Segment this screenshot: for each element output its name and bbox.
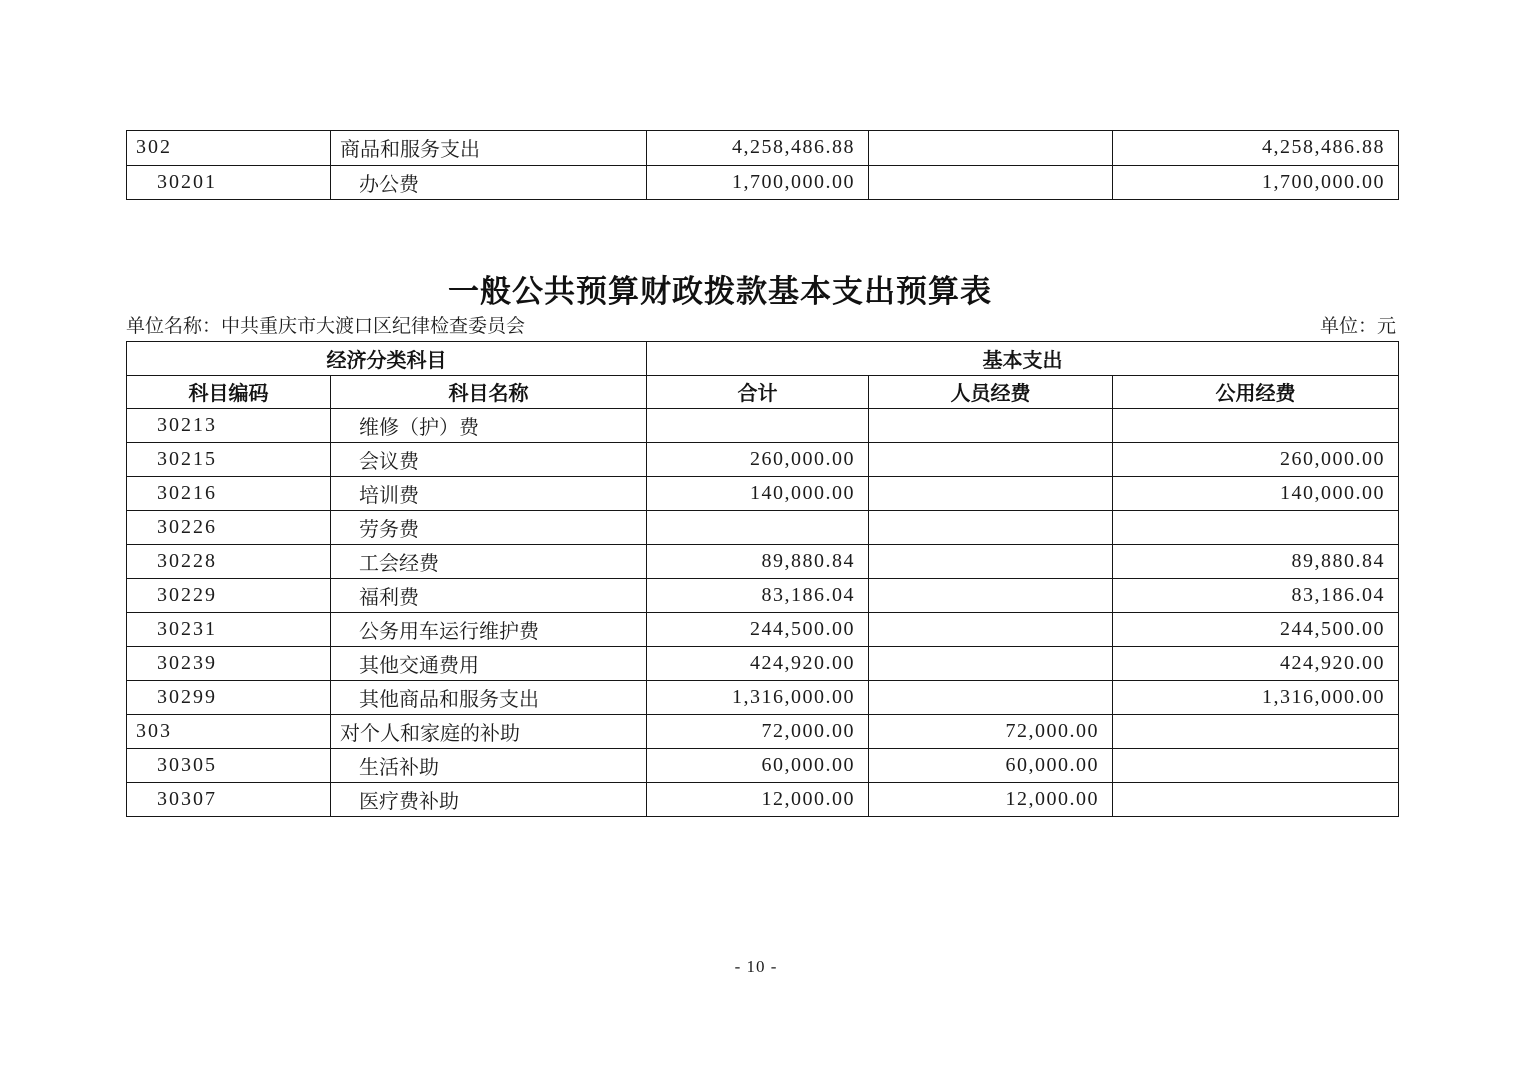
cell-personnel bbox=[869, 579, 1113, 613]
column-header-total: 合计 bbox=[647, 375, 869, 409]
header-basic-expenditure: 基本支出 bbox=[647, 342, 1399, 376]
cell-name: 办公费 bbox=[331, 165, 647, 200]
continuation-table bbox=[126, 130, 1399, 200]
header-group-row bbox=[127, 342, 1399, 376]
cell-name: 工会经费 bbox=[331, 545, 647, 579]
table-row bbox=[127, 165, 1399, 200]
cell-code: 30226 bbox=[127, 511, 331, 545]
table-row bbox=[127, 511, 1399, 545]
cell-code: 30239 bbox=[127, 647, 331, 681]
cell-personnel bbox=[869, 511, 1113, 545]
cell-code: 30307 bbox=[127, 783, 331, 817]
cell-public: 4,258,486.88 bbox=[1113, 131, 1399, 166]
meta-row bbox=[126, 311, 1396, 338]
cell-personnel bbox=[869, 545, 1113, 579]
cell-total: 89,880.84 bbox=[647, 545, 869, 579]
cell-public: 1,700,000.00 bbox=[1113, 165, 1399, 200]
cell-public: 244,500.00 bbox=[1113, 613, 1399, 647]
cell-code: 30215 bbox=[127, 443, 331, 477]
table-row bbox=[127, 783, 1399, 817]
cell-code: 303 bbox=[127, 715, 331, 749]
cell-total: 12,000.00 bbox=[647, 783, 869, 817]
cell-public: 83,186.04 bbox=[1113, 579, 1399, 613]
cell-total: 1,316,000.00 bbox=[647, 681, 869, 715]
cell-personnel: 72,000.00 bbox=[869, 715, 1113, 749]
cell-public: 1,316,000.00 bbox=[1113, 681, 1399, 715]
table-row bbox=[127, 131, 1399, 166]
unit-name-label: 单位名称：中共重庆市大渡口区纪律检查委员会 bbox=[126, 316, 526, 337]
cell-personnel bbox=[869, 409, 1113, 443]
cell-name: 公务用车运行维护费 bbox=[331, 613, 647, 647]
table-header bbox=[127, 342, 1399, 409]
cell-name: 对个人和家庭的补助 bbox=[331, 715, 647, 749]
cell-personnel: 60,000.00 bbox=[869, 749, 1113, 783]
cell-total: 4,258,486.88 bbox=[647, 131, 869, 166]
column-header-subject-code: 科目编码 bbox=[127, 375, 331, 409]
cell-name: 会议费 bbox=[331, 443, 647, 477]
cell-personnel bbox=[869, 477, 1113, 511]
cell-personnel bbox=[869, 131, 1113, 166]
table-row bbox=[127, 681, 1399, 715]
table-row bbox=[127, 409, 1399, 443]
cell-public: 260,000.00 bbox=[1113, 443, 1399, 477]
cell-code: 30305 bbox=[127, 749, 331, 783]
cell-total: 424,920.00 bbox=[647, 647, 869, 681]
continuation-table-body bbox=[127, 131, 1399, 200]
cell-total: 260,000.00 bbox=[647, 443, 869, 477]
table-row bbox=[127, 443, 1399, 477]
cell-code: 30213 bbox=[127, 409, 331, 443]
cell-code: 30228 bbox=[127, 545, 331, 579]
cell-public bbox=[1113, 783, 1399, 817]
table-row bbox=[127, 545, 1399, 579]
cell-public bbox=[1113, 409, 1399, 443]
cell-total: 83,186.04 bbox=[647, 579, 869, 613]
cell-total: 72,000.00 bbox=[647, 715, 869, 749]
cell-total bbox=[647, 511, 869, 545]
cell-name: 生活补助 bbox=[331, 749, 647, 783]
cell-code: 302 bbox=[127, 131, 331, 166]
header-columns-row bbox=[127, 375, 1399, 409]
cell-personnel bbox=[869, 647, 1113, 681]
cell-name: 其他商品和服务支出 bbox=[331, 681, 647, 715]
table-row bbox=[127, 749, 1399, 783]
cell-public bbox=[1113, 749, 1399, 783]
cell-personnel bbox=[869, 613, 1113, 647]
cell-name: 维修（护）费 bbox=[331, 409, 647, 443]
cell-personnel bbox=[869, 165, 1113, 200]
table-row bbox=[127, 579, 1399, 613]
cell-total bbox=[647, 409, 869, 443]
cell-personnel bbox=[869, 443, 1113, 477]
cell-personnel bbox=[869, 681, 1113, 715]
cell-total: 60,000.00 bbox=[647, 749, 869, 783]
cell-code: 30216 bbox=[127, 477, 331, 511]
table-row bbox=[127, 477, 1399, 511]
currency-unit-label: 单位：元 bbox=[1319, 316, 1396, 337]
header-economic-classification: 经济分类科目 bbox=[127, 342, 647, 376]
table-body bbox=[127, 409, 1399, 817]
cell-name: 福利费 bbox=[331, 579, 647, 613]
cell-name: 医疗费补助 bbox=[331, 783, 647, 817]
cell-name: 其他交通费用 bbox=[331, 647, 647, 681]
cell-public: 424,920.00 bbox=[1113, 647, 1399, 681]
column-header-personnel-funds: 人员经费 bbox=[869, 375, 1113, 409]
column-header-subject-name: 科目名称 bbox=[331, 375, 647, 409]
cell-public: 140,000.00 bbox=[1113, 477, 1399, 511]
column-header-public-funds: 公用经费 bbox=[1113, 375, 1399, 409]
cell-code: 30229 bbox=[127, 579, 331, 613]
cell-personnel: 12,000.00 bbox=[869, 783, 1113, 817]
cell-code: 30201 bbox=[127, 165, 331, 200]
page-title: 一般公共预算财政拨款基本支出预算表 bbox=[448, 274, 992, 309]
cell-code: 30299 bbox=[127, 681, 331, 715]
cell-public bbox=[1113, 715, 1399, 749]
cell-name: 劳务费 bbox=[331, 511, 647, 545]
cell-public bbox=[1113, 511, 1399, 545]
cell-total: 140,000.00 bbox=[647, 477, 869, 511]
cell-total: 1,700,000.00 bbox=[647, 165, 869, 200]
table-row bbox=[127, 715, 1399, 749]
cell-name: 商品和服务支出 bbox=[331, 131, 647, 166]
basic-expenditure-table bbox=[126, 341, 1399, 817]
page-number: - 10 - bbox=[734, 957, 778, 976]
cell-code: 30231 bbox=[127, 613, 331, 647]
table-row bbox=[127, 613, 1399, 647]
cell-public: 89,880.84 bbox=[1113, 545, 1399, 579]
table-row bbox=[127, 647, 1399, 681]
cell-total: 244,500.00 bbox=[647, 613, 869, 647]
cell-name: 培训费 bbox=[331, 477, 647, 511]
